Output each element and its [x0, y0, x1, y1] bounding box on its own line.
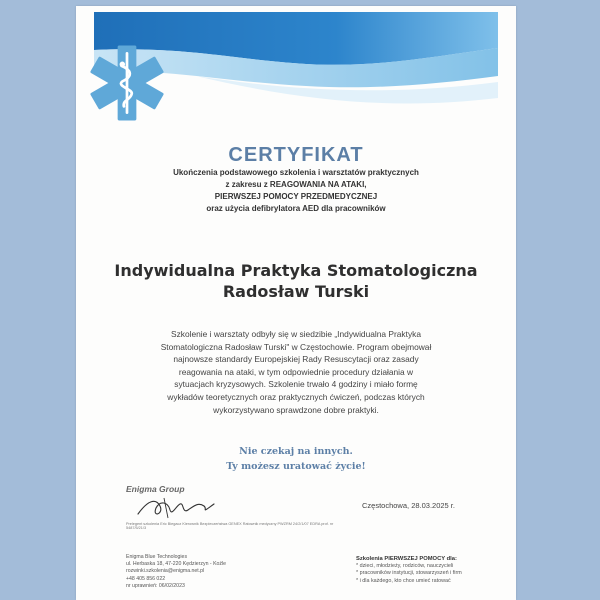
- body-line: wykładów teoretycznych oraz praktycznych ćwiczeń, podczas których: [167, 391, 425, 402]
- organizer-line: nr uprawnień: 06/02/2023: [126, 582, 185, 589]
- certificate-page: [76, 6, 516, 600]
- star-of-life-icon: [88, 44, 166, 122]
- certificate-subtitle: [116, 167, 476, 215]
- audience-header: Szkolenia PIERWSZEJ POMOCY dla:: [356, 556, 457, 562]
- training-audience: [356, 556, 462, 585]
- body-line: najnowsze standardy Europejskiej Rady Resuscytacji oraz zasady: [173, 354, 419, 365]
- place-and-date: Częstochowa, 28.03.2025 r.: [362, 501, 455, 510]
- subtitle-line: PIERWSZEJ POMOCY PRZEDMEDYCZNEJ: [214, 192, 378, 201]
- certificate-body: [138, 328, 454, 416]
- organizer-line: ul. Herbaska 18, 47-220 Kędzierzyn - Koźle: [126, 561, 227, 568]
- handwritten-signature: [134, 492, 224, 522]
- body-line: wykorzystywano sprawdzone dobre praktyki.: [213, 404, 379, 415]
- audience-line: * i dla każdego, kto chce umieć ratować: [356, 577, 451, 584]
- organizer-line: +48 405 856 022: [126, 575, 166, 582]
- motto: [76, 444, 516, 474]
- recipient-line: Indywidualna Praktyka Stomatologiczna: [114, 261, 478, 280]
- body-line: sytuacjach kryzysowych. Szkolenie trwało 4 godziny i miało formę: [174, 379, 418, 390]
- brand-name: Enigma Group: [126, 484, 185, 494]
- signature-caption: Prelegent szkolenia Eric Biegacz Kierownik Bezpieczeństwa GENEX Ratownik medyczny PWZRM 24/2/1/07 EDRA prof. nr 5487/5/21/3: [126, 522, 334, 530]
- recipient-name: [76, 260, 516, 302]
- motto-line: Nie czekaj na innych.: [239, 446, 353, 457]
- subtitle-line: z zakresu z REAGOWANIA NA ATAKI,: [225, 180, 367, 189]
- body-line: Stomatologiczna Radosław Turski" w Częstochowie. Program obejmował: [160, 341, 432, 352]
- organizer-line: Enigma Blue Technologies: [126, 554, 188, 560]
- certificate-title: CERTYFIKAT: [228, 144, 364, 166]
- body-line: Szkolenie i warsztaty odbyły się w siedzibie „Indywidualna Praktyka: [171, 329, 421, 339]
- recipient-line: Radosław Turski: [222, 282, 370, 301]
- subtitle-line: oraz użycia defibrylatora AED dla pracowników: [206, 204, 386, 213]
- subtitle-line: Ukończenia podstawowego szkolenia i warsztatów praktycznych: [173, 168, 419, 177]
- motto-line: Ty możesz uratować życie!: [226, 461, 366, 472]
- organizer-info: [126, 554, 226, 590]
- organizer-line: rozwinki.szkolenia@enigma.net.pl: [126, 568, 205, 575]
- body-line: reagowania na ataki, w tym odpowiednie procedury działania w: [178, 366, 414, 377]
- audience-line: * pracowników instytucji, stowarzyszeń i firm: [356, 570, 462, 577]
- audience-line: * dzieci, młodzieży, rodziców, nauczycieli: [356, 563, 454, 570]
